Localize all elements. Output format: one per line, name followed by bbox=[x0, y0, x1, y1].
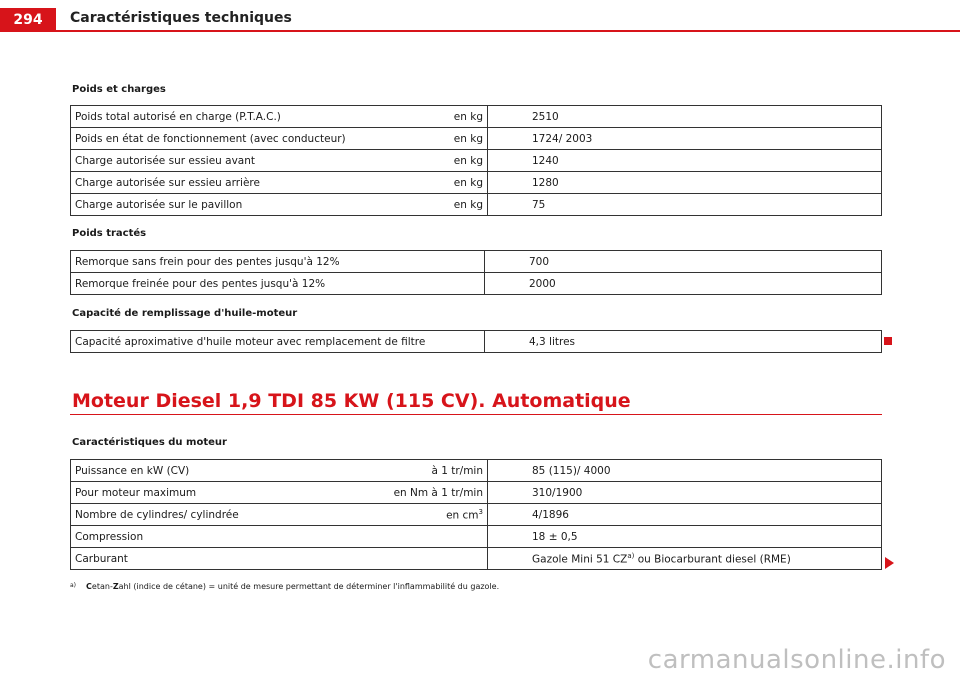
poids-tractes-table bbox=[70, 250, 882, 295]
row-unit: à 1 tr/min bbox=[379, 460, 488, 482]
row-value: 2510 bbox=[488, 106, 882, 128]
row-name: Poids en état de fonctionnement (avec conducteur) bbox=[71, 128, 380, 150]
row-value: 18 ± 0,5 bbox=[488, 526, 882, 548]
row-name: Remorque freinée pour des pentes jusqu'à 12% bbox=[71, 273, 485, 295]
value-text: Gazole Mini 51 CZ bbox=[532, 553, 628, 566]
row-value: 4,3 litres bbox=[485, 331, 882, 353]
row-unit: en kg bbox=[379, 106, 488, 128]
table-row bbox=[71, 128, 882, 150]
footnote-initial-z: Z bbox=[112, 582, 119, 591]
row-name: Carburant bbox=[71, 548, 380, 570]
row-name: Pour moteur maximum bbox=[71, 482, 380, 504]
row-value: 1240 bbox=[488, 150, 882, 172]
table-row bbox=[71, 194, 882, 216]
footnote-ref: a) bbox=[627, 551, 635, 560]
huile-table bbox=[70, 330, 882, 353]
row-value: 4/1896 bbox=[488, 504, 882, 526]
footnote bbox=[70, 582, 499, 591]
value-text-post: ou Biocarburant diesel (RME) bbox=[634, 553, 791, 566]
moteur-table bbox=[70, 459, 882, 570]
row-value: 310/1900 bbox=[488, 482, 882, 504]
footnote-mark: a) bbox=[70, 582, 77, 589]
table-row bbox=[71, 504, 882, 526]
row-unit: en kg bbox=[379, 150, 488, 172]
table-row bbox=[71, 251, 882, 273]
section-label-huile: Capacité de remplissage d'huile-moteur bbox=[72, 308, 298, 319]
row-unit bbox=[379, 504, 488, 526]
watermark: carmanualsonline.info bbox=[647, 645, 946, 675]
row-value: 1280 bbox=[488, 172, 882, 194]
section-label-moteur: Caractéristiques du moteur bbox=[72, 437, 227, 448]
unit-text: en cm bbox=[446, 509, 479, 522]
row-name: Charge autorisée sur essieu arrière bbox=[71, 172, 380, 194]
footnote-text-2: ahl (indice de cétane) = unité de mesure permettant de déterminer l'inflammabilité du gazole. bbox=[118, 582, 500, 591]
footnote-text-1: etan- bbox=[91, 582, 113, 591]
row-unit: en Nm à 1 tr/min bbox=[379, 482, 488, 504]
section-label-poids-tractes: Poids tractés bbox=[72, 228, 147, 239]
row-value: 2000 bbox=[485, 273, 882, 295]
end-of-section-marker bbox=[884, 337, 892, 345]
row-value: 700 bbox=[485, 251, 882, 273]
row-unit: en kg bbox=[379, 128, 488, 150]
table-row bbox=[71, 460, 882, 482]
page-number: 294 bbox=[0, 8, 56, 32]
poids-charges-table bbox=[70, 105, 882, 216]
row-name: Remorque sans frein pour des pentes jusqu'à 12% bbox=[71, 251, 485, 273]
row-unit bbox=[379, 526, 488, 548]
footnote-initial-c: C bbox=[86, 582, 92, 591]
section-heading: Moteur Diesel 1,9 TDI 85 KW (115 CV). Automatique bbox=[72, 390, 631, 412]
heading-rule bbox=[70, 414, 882, 415]
table-row bbox=[71, 548, 882, 570]
row-unit: en kg bbox=[379, 194, 488, 216]
row-value: 1724/ 2003 bbox=[488, 128, 882, 150]
row-name: Charge autorisée sur essieu avant bbox=[71, 150, 380, 172]
row-unit: en kg bbox=[379, 172, 488, 194]
table-row bbox=[71, 482, 882, 504]
row-value: 75 bbox=[488, 194, 882, 216]
continue-arrow-icon bbox=[885, 557, 894, 569]
row-value: 85 (115)/ 4000 bbox=[488, 460, 882, 482]
row-name: Puissance en kW (CV) bbox=[71, 460, 380, 482]
row-name: Poids total autorisé en charge (P.T.A.C.) bbox=[71, 106, 380, 128]
row-name: Charge autorisée sur le pavillon bbox=[71, 194, 380, 216]
row-value bbox=[488, 548, 882, 570]
table-row bbox=[71, 331, 882, 353]
table-row bbox=[71, 526, 882, 548]
table-row bbox=[71, 172, 882, 194]
row-name: Capacité aproximative d'huile moteur avec remplacement de filtre bbox=[71, 331, 485, 353]
row-name: Compression bbox=[71, 526, 380, 548]
header-rule bbox=[56, 30, 960, 32]
page-title: Caractéristiques techniques bbox=[70, 10, 292, 26]
unit-superscript: 3 bbox=[478, 507, 483, 516]
row-unit bbox=[379, 548, 488, 570]
table-row bbox=[71, 150, 882, 172]
table-row bbox=[71, 273, 882, 295]
table-row bbox=[71, 106, 882, 128]
section-label-poids-charges: Poids et charges bbox=[72, 84, 166, 95]
row-name: Nombre de cylindres/ cylindrée bbox=[71, 504, 380, 526]
